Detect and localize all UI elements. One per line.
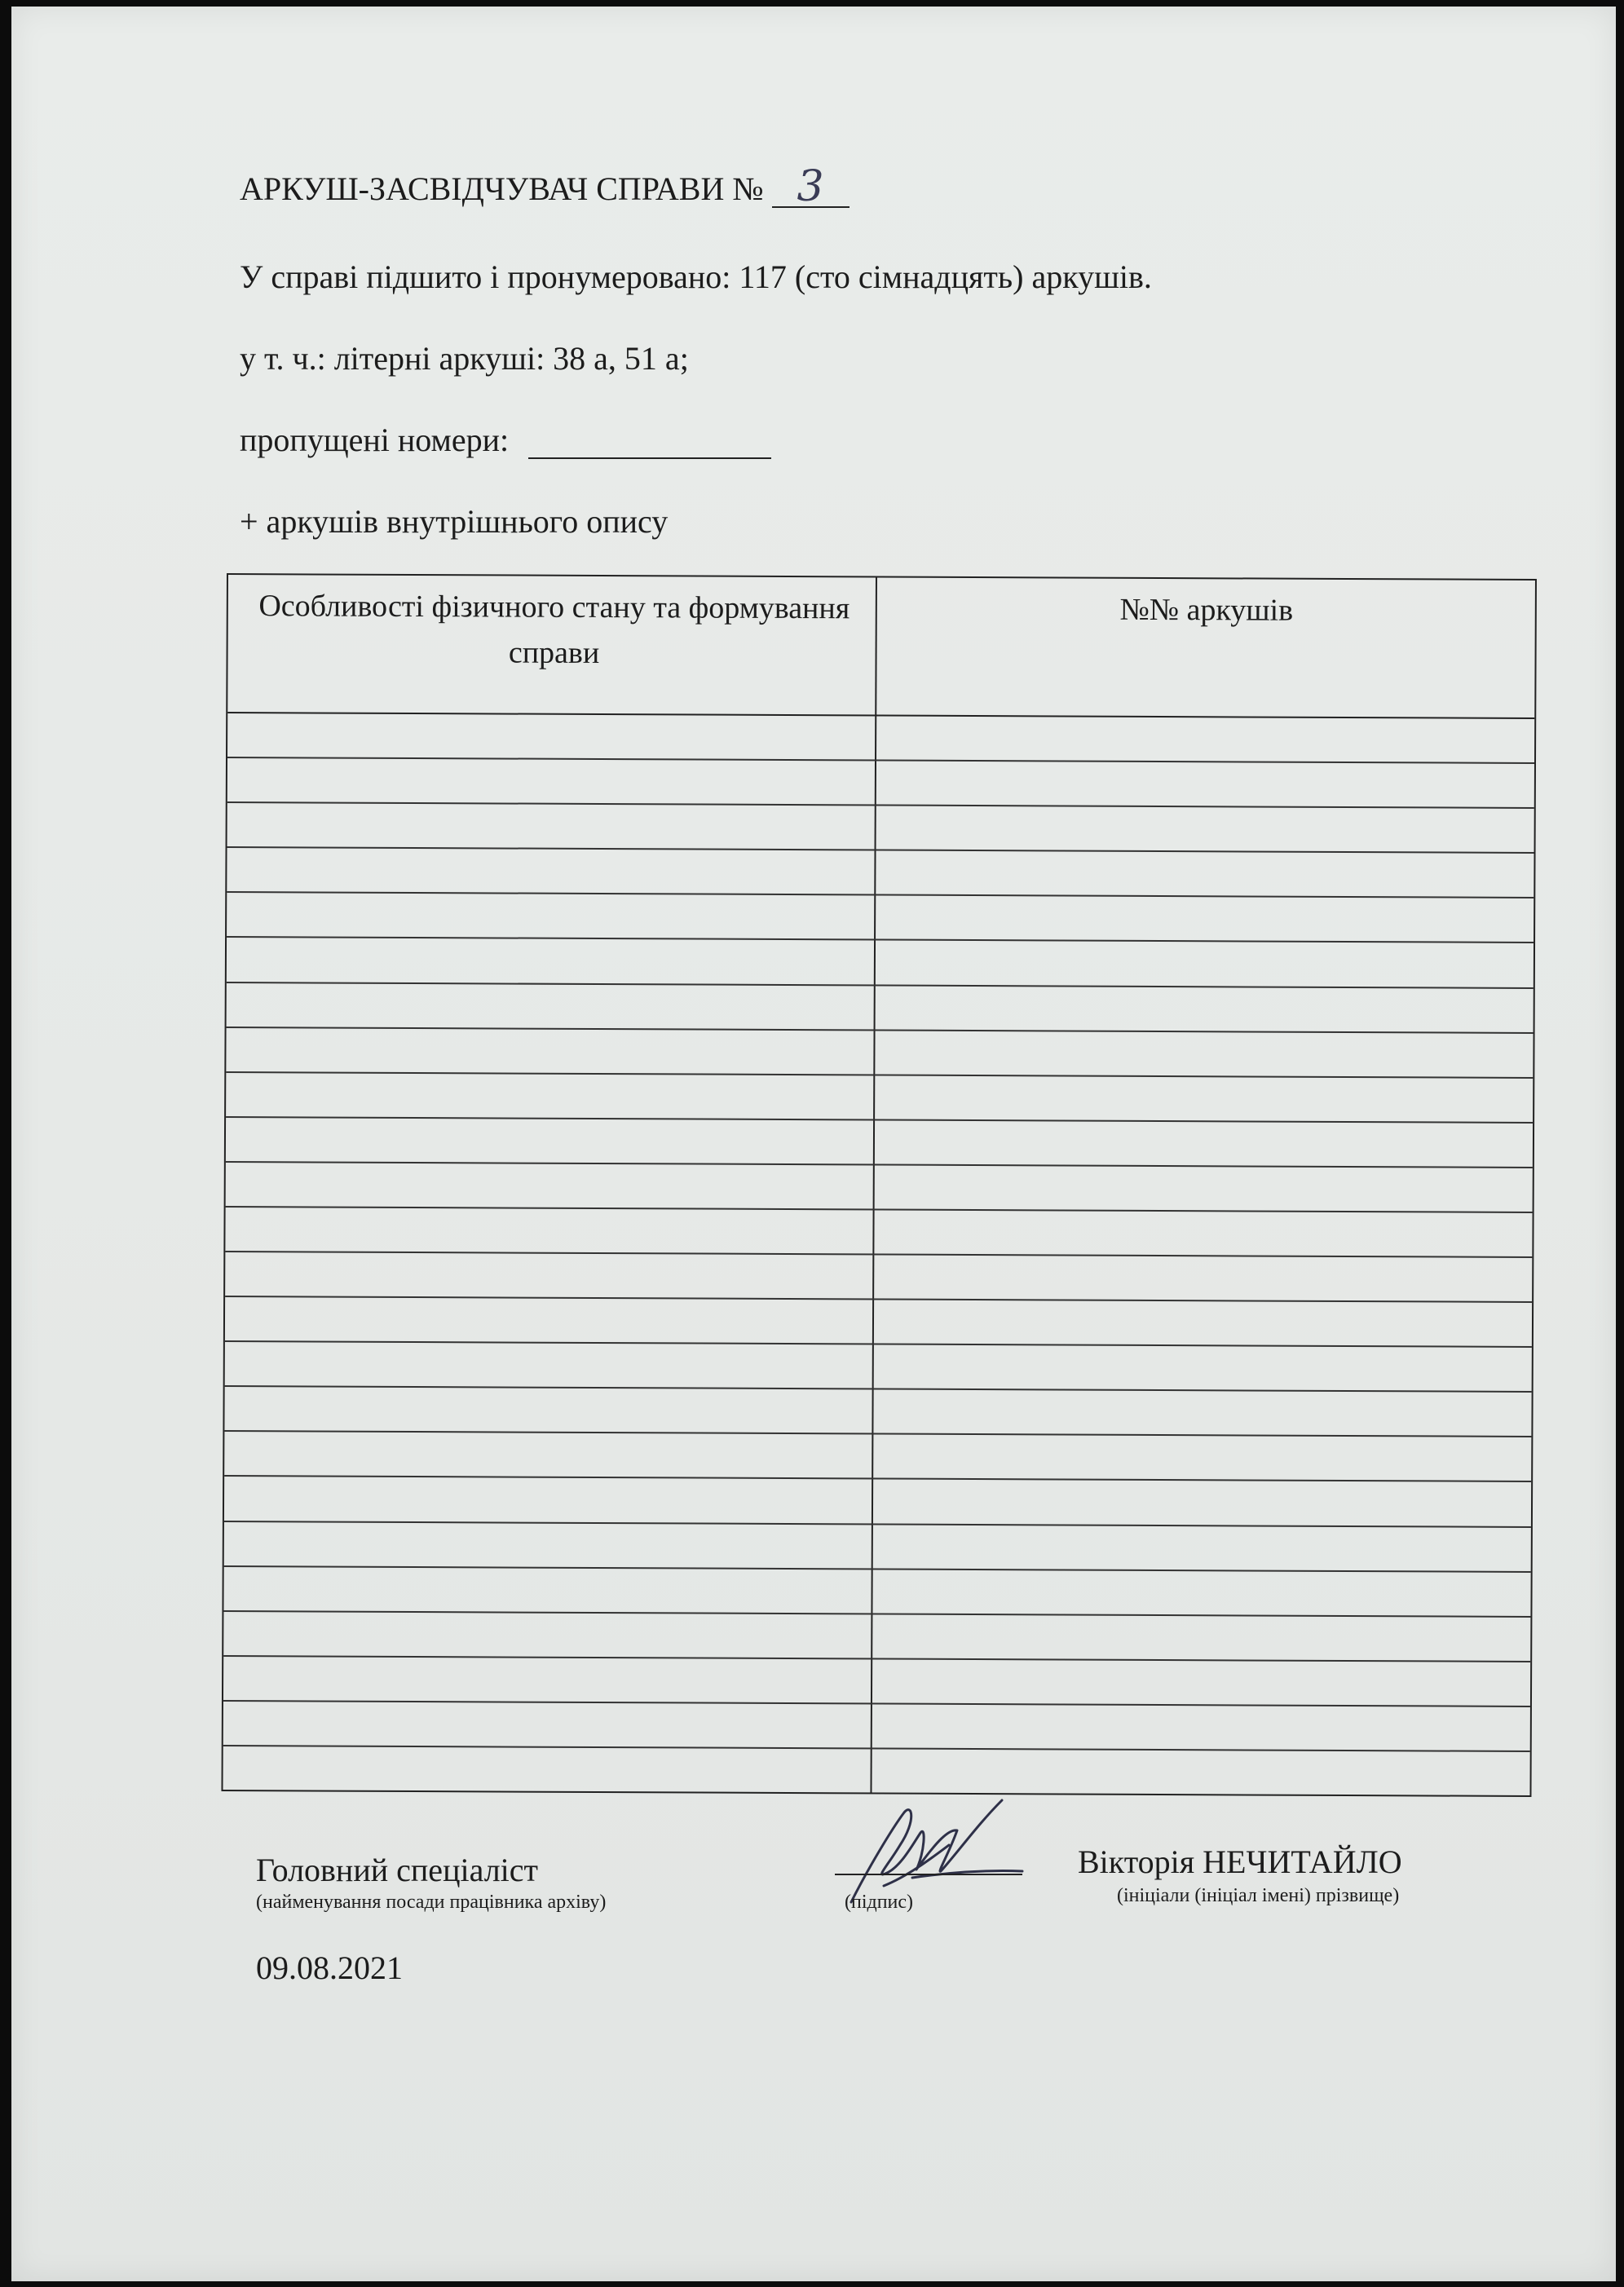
table-row-rule — [223, 1610, 1530, 1618]
table-row-rule — [227, 1027, 1534, 1034]
case-number-field: 3 — [772, 170, 850, 208]
sheets-count-line: У справі підшито і пронумеровано: 117 (сто сімнадцять) аркушів. — [240, 258, 1152, 295]
title-label: АРКУШ-ЗАСВІДЧУВАЧ СПРАВИ № — [240, 170, 764, 207]
table-row-rule — [227, 757, 1534, 764]
table-header-rule — [227, 712, 1534, 719]
document-title — [240, 162, 850, 211]
document-date: 09.08.2021 — [256, 1949, 403, 1986]
table-row-rule — [224, 1475, 1531, 1482]
table-row-rule — [223, 1745, 1530, 1752]
inner-inventory-line: + аркушів внутрішнього опису — [240, 503, 669, 540]
signature-caption: (підпис) — [845, 1892, 914, 1913]
table-row-rule — [225, 1340, 1532, 1348]
table-row-rule — [224, 1565, 1531, 1573]
table-row-rule — [226, 1116, 1533, 1124]
missing-numbers-blank — [528, 430, 771, 459]
table-row-rule — [226, 1071, 1533, 1079]
table-row-rule — [224, 1521, 1531, 1528]
table-rows — [228, 575, 1535, 581]
table-header-sheet-numbers: №№ аркушів — [1119, 592, 1294, 628]
signatory-name: Вікторія НЕЧИТАЙЛО — [1078, 1843, 1402, 1880]
document-sheet — [11, 7, 1616, 2281]
table-row-rule — [224, 1430, 1531, 1437]
letter-sheets-line: у т. ч.: літерні аркуші: 38 а, 51 а; — [240, 340, 689, 377]
position-caption: (найменування посади працівника архіву) — [256, 1892, 607, 1913]
table-header-condition: Особливості фізичного стану та формування справи — [258, 589, 850, 670]
table-row-rule — [225, 1251, 1532, 1258]
missing-numbers-line — [240, 421, 771, 459]
condition-table — [221, 573, 1537, 1797]
table-row-rule — [227, 891, 1534, 898]
position-title: Головний спеціаліст — [256, 1852, 538, 1888]
table-row-rule — [223, 1700, 1530, 1707]
table-row-rule — [223, 1655, 1530, 1662]
table-row-rule — [227, 846, 1534, 854]
table-row-rule — [225, 1385, 1532, 1393]
missing-numbers-label: пропущені номери: — [240, 422, 510, 458]
name-caption: (ініціали (ініціал імені) прізвище) — [1117, 1885, 1400, 1906]
table-row-rule — [227, 801, 1534, 809]
table-row-rule — [226, 1161, 1533, 1168]
signature-line — [835, 1874, 1022, 1875]
table-row-rule — [227, 936, 1534, 943]
table-row-rule — [225, 1296, 1532, 1303]
table-row-rule — [226, 1206, 1533, 1213]
table-row-rule — [227, 982, 1534, 989]
